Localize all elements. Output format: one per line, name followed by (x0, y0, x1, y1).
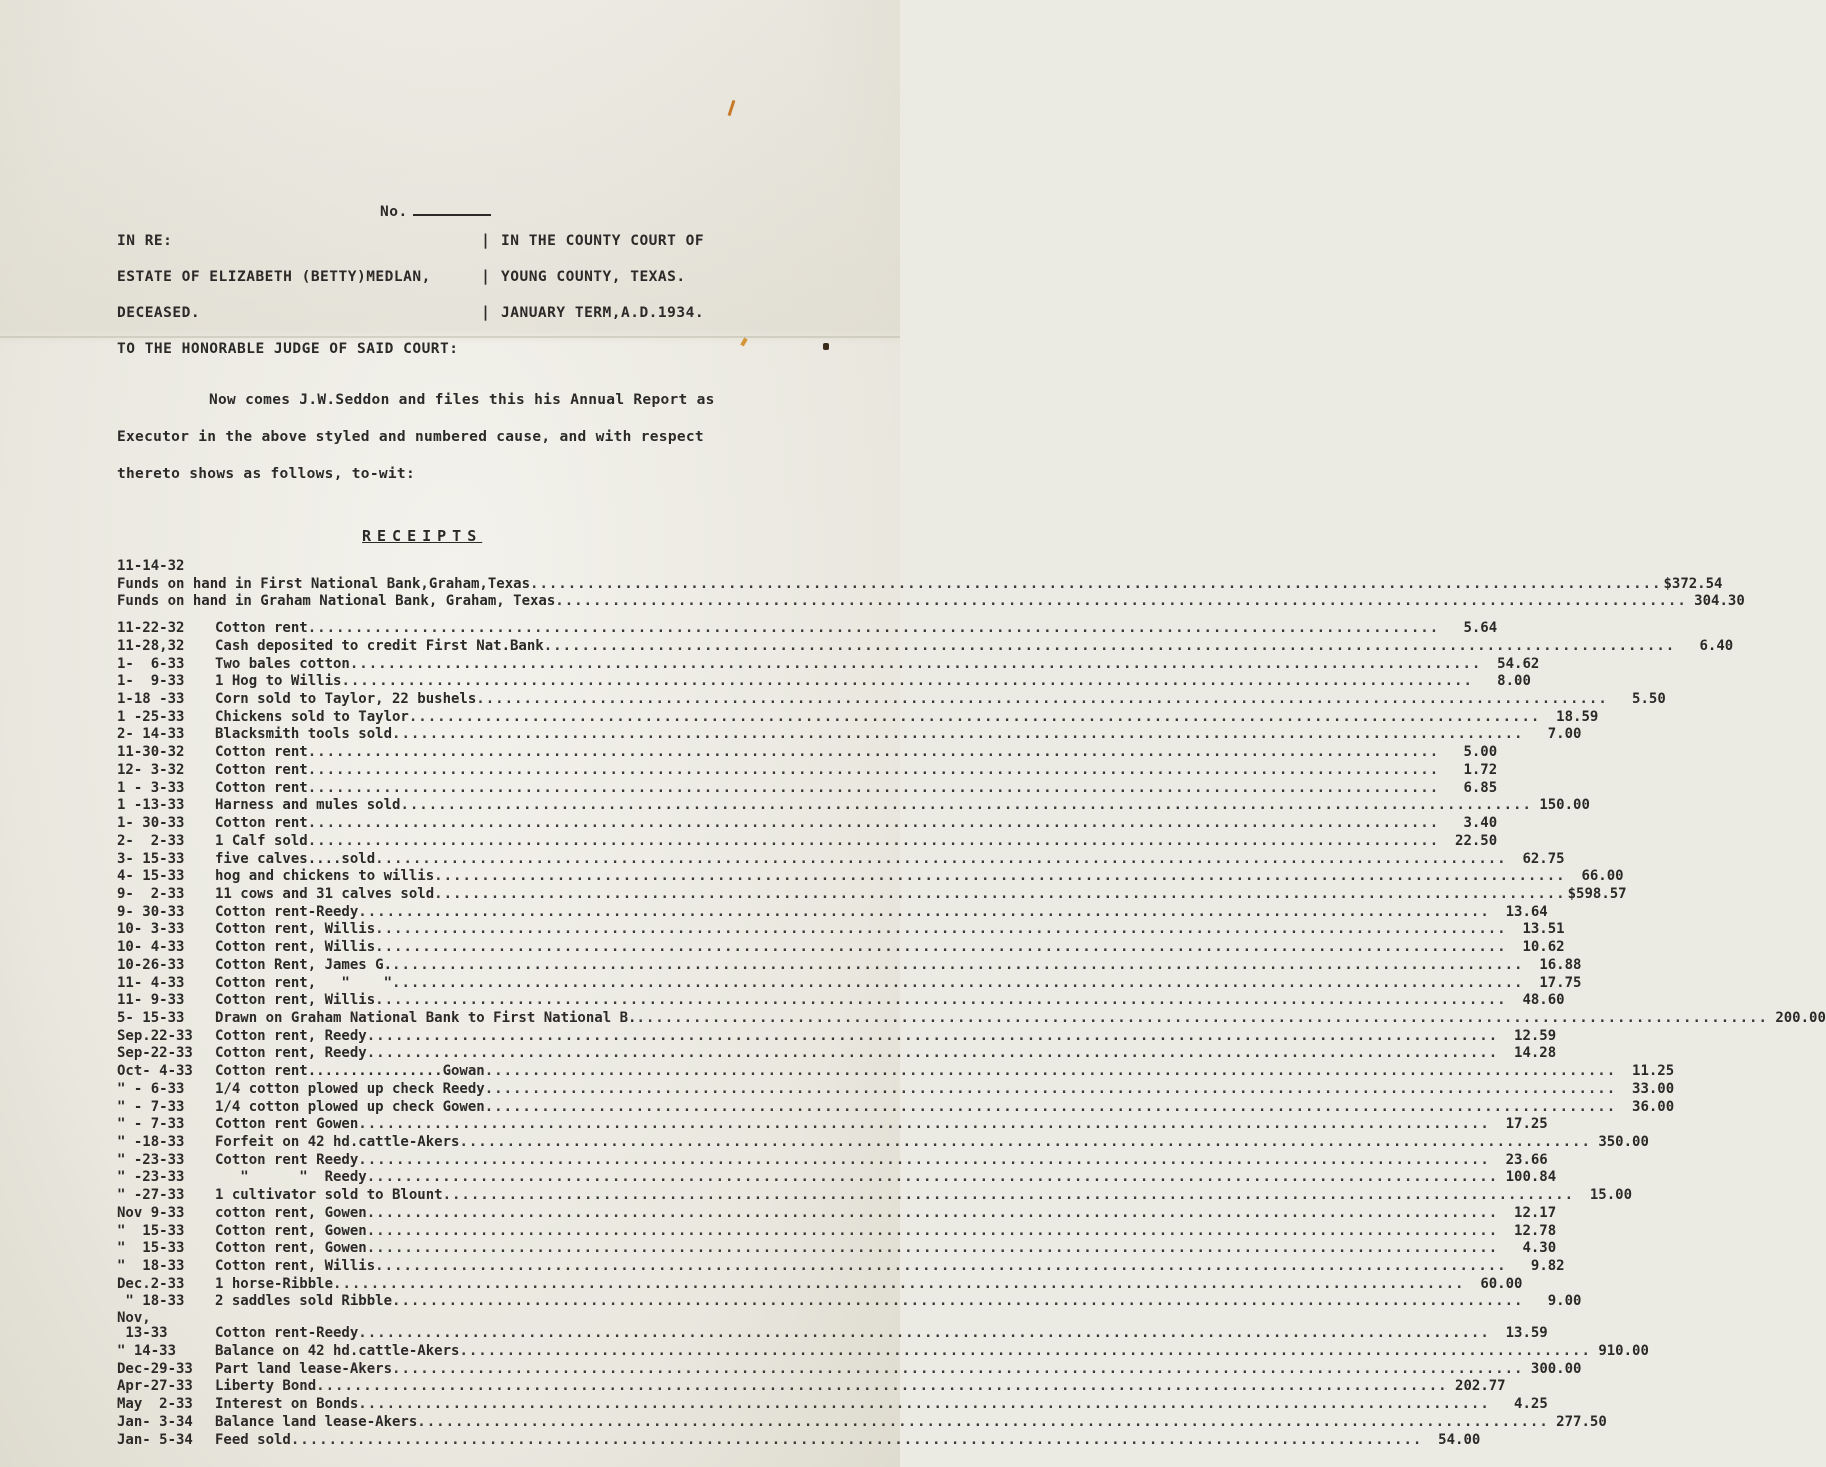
entry-description: Blacksmith tools sold (215, 726, 393, 743)
intro-line-2: Executor in the above styled and numbered cause, and with respect (117, 429, 704, 445)
leader-dots: ........................................................................................................................ (358, 1325, 1490, 1342)
entry-date: 11-30-32 (117, 744, 185, 761)
entry-amount: 22.50 (1455, 832, 1498, 849)
entry-date: Dec-29-33 (117, 1360, 193, 1377)
intro-line-1: Now comes J.W.Seddon and files this his Annual Report as (209, 392, 715, 408)
entry-date: 11-22-32 (117, 620, 185, 637)
entry-amount: 12.59 (1514, 1027, 1557, 1044)
ledger-row (117, 691, 1666, 709)
entry-description: Cotton rent, Reedy (215, 1027, 367, 1044)
entry-date: " 18-33 (117, 1258, 185, 1275)
entry-description: Funds on hand in Graham National Bank, Graham, Texas (117, 593, 556, 610)
leader-dots: ........................................................................................................................ (543, 637, 1676, 654)
entry-amount: 16.88 (1539, 956, 1582, 973)
case-number-label: No. (380, 204, 408, 220)
entry-description: Balance on 42 hd.cattle-Akers (215, 1342, 460, 1359)
ledger-row (117, 1045, 1557, 1063)
entry-amount: 5.00 (1463, 744, 1498, 761)
entry-amount: 36.00 (1632, 1098, 1675, 1115)
leader-dots: ........................................................................................................................ (307, 761, 1440, 778)
ledger-row (117, 1258, 1565, 1276)
ledger-row (117, 850, 1565, 869)
leader-dots: ........................................................................................................................ (375, 850, 1507, 867)
leader-dots: ........................................................................................................................ (555, 593, 1687, 610)
entry-description: Cotton rent, Reedy (215, 1045, 367, 1062)
ledger-row (117, 1151, 1548, 1170)
entry-date: Jan- 5-34 (117, 1431, 193, 1448)
entry-date: " 14-33 (117, 1342, 177, 1359)
entry-amount: 23.66 (1505, 1151, 1548, 1168)
leader-dots: ........................................................................................................................ (366, 1027, 1499, 1044)
entry-date: 5- 15-33 (117, 1009, 185, 1026)
leader-dots: ........................................................................................................................ (484, 1098, 1617, 1115)
entry-description: Cotton rent (215, 620, 308, 637)
court-name: IN THE COUNTY COURT OF (501, 233, 705, 249)
entry-date: 2- 2-33 (117, 832, 185, 849)
entry-amount: 11.25 (1632, 1063, 1675, 1080)
leader-dots: ........................................................................................................................ (392, 1360, 1524, 1377)
entry-description: cotton rent, Gowen (215, 1204, 367, 1221)
entry-amount: 277.50 (1556, 1413, 1607, 1430)
entry-date: " 18-33 (117, 1293, 185, 1310)
entry-description: Cotton rent, Gowen (215, 1240, 367, 1257)
court-term: JANUARY TERM,A.D.1934. (501, 305, 705, 321)
ledger-row (117, 1431, 1481, 1450)
entry-date: " -23-33 (117, 1169, 185, 1186)
entry-description: hog and chickens to willis (215, 868, 435, 885)
leader-dots: ........................................................................................................................ (392, 726, 1524, 743)
entry-date: 1 -13-33 (117, 797, 185, 814)
leader-dots: ........................................................................................................................ (358, 1396, 1490, 1413)
entry-description: Corn sold to Taylor, 22 bushels (215, 691, 477, 708)
entry-description: 1/4 cotton plowed up check Reedy (215, 1080, 485, 1097)
ledger-row (117, 974, 1582, 993)
entry-date: 1 - 3-33 (117, 779, 185, 796)
ledger-row (117, 1134, 1649, 1152)
entry-date: 10-26-33 (117, 956, 185, 973)
entry-amount: 4.30 (1522, 1240, 1557, 1257)
entry-amount: 14.28 (1514, 1045, 1557, 1062)
ledger-row (117, 1222, 1557, 1241)
court-county: YOUNG COUNTY, TEXAS. (501, 269, 686, 285)
ledger-row (117, 1169, 1557, 1187)
entry-amount: 15.00 (1589, 1187, 1633, 1204)
entry-description: Cotton rent-Reedy (215, 903, 359, 920)
entry-date: 9- 30-33 (117, 903, 185, 920)
entry-amount: 54.00 (1438, 1431, 1481, 1448)
entry-date: Sep-22-33 (117, 1045, 193, 1062)
entry-description: Cotton rent, Willis (215, 939, 376, 956)
entry-description: Cotton rent, Willis (215, 992, 376, 1009)
entry-date: 10- 4-33 (117, 939, 185, 956)
ledger-row (117, 744, 1498, 762)
leader-dots: ........................................................................................................................ (375, 921, 1507, 938)
entry-date: 3- 15-33 (117, 850, 185, 867)
entry-amount: 6.40 (1699, 637, 1734, 654)
ledger-row (117, 992, 1565, 1010)
intro-line-3: thereto shows as follows, to-wit: (117, 466, 415, 482)
entry-date: " -27-33 (117, 1187, 185, 1204)
entry-description: 1 horse-Ribble (215, 1275, 334, 1292)
entry-date: Nov 9-33 (117, 1204, 185, 1221)
case-number-blank (413, 214, 491, 216)
entry-description: Feed sold (215, 1431, 291, 1448)
salutation: TO THE HONORABLE JUDGE OF SAID COURT: (117, 341, 459, 357)
entry-date: 9- 2-33 (117, 885, 185, 902)
entry-amount: 1.72 (1463, 761, 1498, 778)
entry-description: Balance land lease-Akers (215, 1413, 418, 1430)
leader-dots: ........................................................................................................................ (366, 1169, 1499, 1186)
leader-dots: ........................................................................................................................ (408, 708, 1541, 725)
leader-dots: ........................................................................................................................ (358, 1116, 1490, 1133)
entry-date: 13-33 (117, 1325, 168, 1342)
entry-description: Liberty Bond (215, 1378, 317, 1395)
entry-date: May 2-33 (117, 1396, 193, 1413)
ledger-row (117, 832, 1498, 851)
deceased-label: DECEASED. (117, 305, 201, 321)
entry-date: " -23-33 (117, 1151, 185, 1168)
entry-description: 2 saddles sold Ribble (215, 1293, 393, 1310)
entry-date: " - 7-33 (117, 1116, 185, 1133)
entry-amount: 66.00 (1581, 868, 1624, 885)
ledger-row (117, 1187, 1633, 1205)
leader-dots: ........................................................................................................................ (442, 1187, 1575, 1204)
entry-description: 1/4 cotton plowed up check Gowen (215, 1098, 485, 1115)
entry-description: Harness and mules sold (215, 797, 401, 814)
leader-dots: ........................................................................................................................ (459, 1342, 1591, 1359)
entry-date: 11- 9-33 (117, 992, 185, 1009)
entry-description: Cotton rent Gowen (215, 1116, 359, 1133)
entry-date: 11- 4-33 (117, 974, 185, 991)
leader-dots: ........................................................................................................................ (349, 655, 1482, 672)
entry-amount: 54.62 (1497, 655, 1540, 672)
ledger-row (117, 1325, 1548, 1343)
leader-dots: ........................................................................................................................ (434, 868, 1566, 885)
ledger-row (117, 956, 1582, 975)
entry-amount: 9.82 (1530, 1258, 1565, 1275)
ledger-row (117, 620, 1498, 638)
caption-divider: | (481, 303, 491, 321)
entry-amount: 10.62 (1522, 939, 1565, 956)
entry-amount: 62.75 (1522, 850, 1565, 867)
ledger-row (117, 885, 1627, 904)
ledger-row (117, 1413, 1607, 1432)
ledger-row (117, 761, 1498, 780)
ledger-row (117, 1027, 1557, 1046)
ledger-row (117, 1293, 1582, 1311)
leader-dots: ........................................................................................................................ (290, 1431, 1423, 1448)
entry-description: Funds on hand in First National Bank,Graham,Texas (117, 575, 531, 592)
entry-amount: 3.40 (1463, 815, 1498, 832)
entry-date: " -18-33 (117, 1134, 185, 1150)
entry-date: 1-18 -33 (117, 691, 185, 708)
entry-amount: 18.59 (1556, 708, 1599, 725)
leader-dots: ........................................................................................................................ (307, 744, 1440, 761)
leader-dots: ........................................................................................................................ (636, 1009, 1768, 1026)
leader-dots: ........................................................................................................................ (366, 1222, 1499, 1239)
entry-date: 1- 30-33 (117, 815, 185, 832)
entry-description: five calves....sold (215, 850, 376, 867)
leader-dots: ........................................................................................................................ (316, 1378, 1448, 1395)
entry-description: Cotton Rent, James G. (215, 956, 393, 973)
entry-description: 1 Calf sold (215, 832, 308, 849)
ledger-row (117, 903, 1548, 922)
entry-date: Oct- 4-33 (117, 1063, 193, 1080)
opening-date-row (117, 558, 839, 576)
leader-dots: ........................................................................................................................ (417, 1413, 1549, 1430)
entry-description: Two bales cotton (215, 655, 350, 672)
entry-amount: 5.64 (1463, 620, 1498, 637)
entry-amount: 200.00 (1775, 1009, 1826, 1026)
leader-dots: ........................................................................................................................ (392, 956, 1524, 973)
ledger-row (117, 1240, 1557, 1258)
entry-amount: 304.30 (1694, 593, 1745, 610)
ledger-row (117, 655, 1540, 674)
leader-dots: ........................................................................................................................ (366, 1204, 1499, 1221)
entry-amount: 12.78 (1514, 1222, 1557, 1239)
entry-date: " - 7-33 (117, 1098, 185, 1115)
caption-divider: | (481, 267, 491, 285)
entry-date: " - 6-33 (117, 1080, 185, 1097)
entry-description: Cotton rent (215, 815, 308, 832)
entry-description: Cotton rent, Gowen (215, 1222, 367, 1239)
ledger-row (117, 1063, 1675, 1081)
entry-description: 1 Hog to Willis (215, 673, 342, 690)
entry-amount: 48.60 (1522, 992, 1565, 1009)
paper-fold (0, 336, 900, 338)
entry-description: Interest on Bonds (215, 1396, 359, 1413)
entry-date: 12- 3-32 (117, 761, 185, 778)
entry-amount: 9.00 (1547, 1293, 1582, 1310)
ink-mark (728, 100, 736, 116)
leader-dots: ........................................................................................................................ (307, 832, 1440, 849)
leader-dots: ........................................................................................................................ (307, 779, 1440, 796)
entry-amount: 910.00 (1598, 1342, 1649, 1359)
leader-dots: ........................................................................................................................ (530, 575, 1662, 592)
ledger-row (117, 921, 1565, 939)
entry-amount: 33.00 (1632, 1080, 1675, 1097)
ledger-row (117, 708, 1599, 727)
receipts-ledger (117, 558, 1826, 1449)
caption-divider: | (481, 231, 491, 249)
leader-dots: ........................................................................................................................ (459, 1134, 1591, 1150)
opening-date: 11-14-32 (117, 558, 185, 574)
ledger-row (117, 726, 1582, 744)
ledger-row (117, 1396, 1548, 1414)
entry-amount: 5.50 (1632, 691, 1666, 708)
entry-date: Apr-27-33 (117, 1378, 193, 1395)
leader-dots: ........................................................................................................................ (392, 1293, 1524, 1310)
ledger-row (117, 575, 1723, 594)
ink-mark (740, 338, 747, 347)
leader-dots: ........................................................................................................................ (333, 1275, 1465, 1292)
in-re-label: IN RE: (117, 233, 173, 249)
entry-description: Cotton rent (215, 779, 308, 796)
leader-dots: ........................................................................................................................ (375, 1258, 1507, 1275)
entry-amount: 13.51 (1522, 921, 1565, 938)
entry-amount: 350.00 (1598, 1134, 1649, 1150)
entry-amount: 300.00 (1530, 1360, 1582, 1377)
entry-date: " 15-33 (117, 1240, 185, 1257)
entry-description: Cotton rent, Willis (215, 921, 376, 938)
leader-dots: ........................................................................................................................ (358, 1151, 1490, 1168)
ledger-row (117, 1098, 1675, 1117)
entry-amount: $598.57 (1567, 885, 1627, 902)
ledger-row (117, 637, 1734, 656)
entry-description: Cotton rent................Gowan (215, 1063, 485, 1080)
entry-date: 4- 15-33 (117, 868, 185, 885)
leader-dots: ........................................................................................................................ (476, 691, 1608, 708)
leader-dots: ........................................................................................................................ (358, 903, 1490, 920)
entry-description: Cotton rent (215, 744, 308, 761)
ledger-row (117, 1360, 1582, 1379)
entry-date: 1- 6-33 (117, 655, 185, 672)
leader-dots: ........................................................................................................................ (375, 939, 1507, 956)
ledger-row (117, 593, 1745, 611)
leader-dots: ........................................................................................................................ (341, 673, 1473, 690)
entry-amount: 4.25 (1514, 1396, 1548, 1413)
ledger-row (117, 1116, 1548, 1134)
entry-date: 1- 9-33 (117, 673, 185, 690)
later-label-row (117, 1311, 839, 1325)
ledger-row (117, 1378, 1506, 1396)
ledger-row (117, 868, 1624, 886)
entry-description: Cash deposited to credit First Nat.Bank (215, 637, 544, 654)
ledger-row (117, 779, 1498, 798)
entry-amount: 6.85 (1463, 779, 1498, 796)
entry-amount: 202.77 (1455, 1378, 1506, 1395)
leader-dots: ........................................................................................................................ (434, 885, 1566, 902)
entry-date: Sep.22-33 (117, 1027, 193, 1044)
entry-description: Forfeit on 42 hd.cattle-Akers (215, 1134, 460, 1150)
entry-description: Cotton rent, Willis (215, 1258, 376, 1275)
entry-description: Cotton rent Reedy (215, 1151, 359, 1168)
entry-date: Dec.2-33 (117, 1275, 185, 1292)
leader-dots: ........................................................................................................................ (400, 797, 1532, 814)
entry-amount: 13.59 (1505, 1325, 1548, 1342)
entry-amount: 13.64 (1505, 903, 1548, 920)
entry-description: Cotton rent-Reedy (215, 1325, 359, 1342)
entry-date: 1 -25-33 (117, 708, 185, 725)
entry-amount: 150.00 (1539, 797, 1590, 814)
ledger-row (117, 1009, 1826, 1028)
ink-mark (823, 343, 829, 350)
entry-description: Chickens sold to Taylor (215, 708, 409, 725)
entry-description: Part land lease-Akers (215, 1360, 393, 1377)
entry-date: 2- 14-33 (117, 726, 185, 743)
leader-dots: ........................................................................................................................ (366, 1045, 1499, 1062)
entry-date: 11-28,32 (117, 637, 185, 654)
entry-description: Cotton rent, " " (215, 974, 393, 991)
leader-dots: ........................................................................................................................ (484, 1063, 1617, 1080)
entry-description: Drawn on Graham National Bank to First National B. (215, 1009, 637, 1026)
leader-dots: ........................................................................................................................ (366, 1240, 1499, 1257)
entry-amount: 17.25 (1505, 1116, 1548, 1133)
entry-date: Jan- 3-34 (117, 1413, 193, 1430)
entry-amount: 8.00 (1497, 673, 1531, 690)
entry-date: " 15-33 (117, 1222, 185, 1239)
ledger-row (117, 939, 1565, 957)
entry-date: 10- 3-33 (117, 921, 185, 938)
ledger-row (117, 673, 1531, 691)
leader-dots: ........................................................................................................................ (375, 992, 1507, 1009)
ledger-row (117, 1204, 1557, 1223)
entry-description: Cotton rent (215, 761, 308, 778)
entry-description: 11 cows and 31 calves sold (215, 885, 435, 902)
later-month-label: Nov, (117, 1310, 151, 1327)
receipts-heading: RECEIPTS (362, 527, 483, 545)
entry-description: " " Reedy (215, 1169, 367, 1186)
ledger-row (117, 1275, 1523, 1294)
entry-description: 1 cultivator sold to Blount (215, 1187, 443, 1204)
entry-amount: $372.54 (1663, 575, 1723, 592)
ledger-row (117, 797, 1590, 815)
entry-amount: 100.84 (1505, 1169, 1557, 1186)
estate-name: ESTATE OF ELIZABETH (BETTY)MEDLAN, (117, 269, 431, 285)
ledger-row (117, 815, 1498, 833)
entry-amount: 12.17 (1514, 1204, 1557, 1221)
leader-dots: ........................................................................................................................ (392, 974, 1524, 991)
leader-dots: ........................................................................................................................ (484, 1080, 1617, 1097)
leader-dots: ........................................................................................................................ (307, 815, 1440, 832)
entry-amount: 7.00 (1547, 726, 1582, 743)
entry-amount: 17.75 (1539, 974, 1582, 991)
leader-dots: ........................................................................................................................ (307, 620, 1440, 637)
ledger-row (117, 1080, 1675, 1099)
ledger-row (117, 1342, 1649, 1361)
entry-amount: 60.00 (1480, 1275, 1523, 1292)
